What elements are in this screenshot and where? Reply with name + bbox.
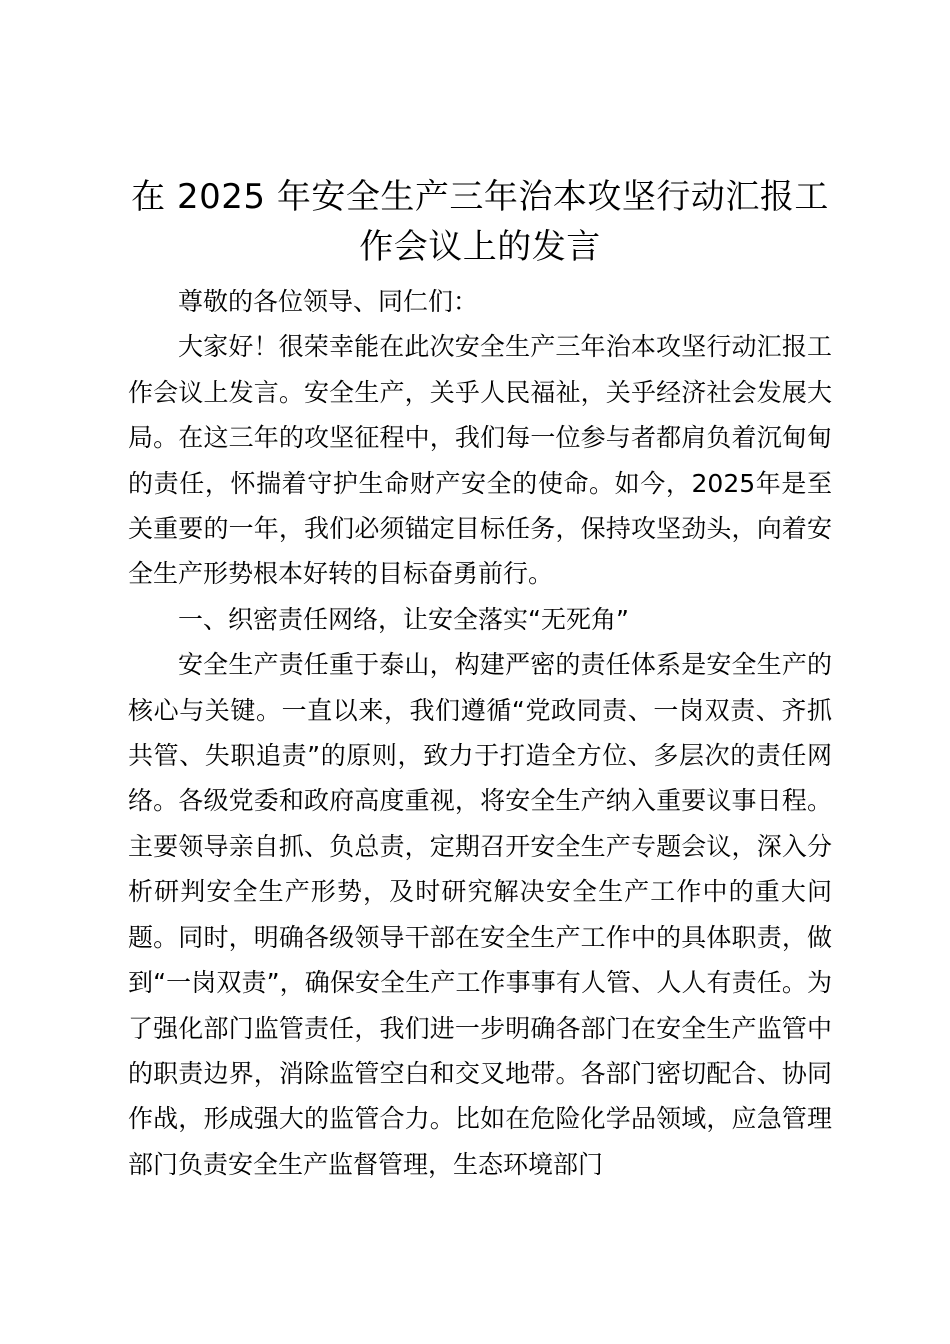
salutation-paragraph: 尊敬的各位领导、同仁们： bbox=[178, 287, 479, 316]
section-heading: 一、织密责任网络，让安全落实“无死角” bbox=[178, 604, 629, 634]
section-paragraph: 安全生产责任重于泰山，构建严密的责任体系是安全生产的核心与关键。一直以来，我们遵循“党政同责、一岗双责、齐抓共管、失职追责”的原则，致力于打造全方位、多层次的责任网络。各级党委和政府高度重视，将安全生产纳入重要议事日程。主要领导亲自抓、负总责，定期召开安全生产专题会议，深入分析研判安全生产形势，及时研究解决安全生产工作中的重大问题。同时，明确各级领导干部在安全生产工作中的具体职责，做到“一岗双责”，确保安全生产工作事事有人管、人人有责任。为了强化部门监管责任，我们进一步明确各部门在安全生产监管中的职责边界，消除监管空白和交叉地带。各部门密切配合、协同作战，形成强大的监管合力。比如在危险化学品领域，应急管理部门负责安全生产监督管理，生态环境部门 bbox=[128, 650, 832, 1179]
opening-paragraph: 大家好！很荣幸能在此次安全生产三年治本攻坚行动汇报工作会议上发言。安全生产，关乎人民福祉，关乎经济社会发展大局。在这三年的攻坚征程中，我们每一位参与者都肩负着沉甸甸的责任，怀揣着守护生命财产安全的使命。如今，2025年是至关重要的一年，我们必须锚定目标任务，保持攻坚劲头，向着安全生产形势根本好转的目标奋勇前行。 bbox=[128, 332, 832, 589]
document-body bbox=[128, 279, 832, 1187]
document-title: 在 2025 年安全生产三年治本攻坚行动汇报工作会议上的发言 bbox=[131, 177, 829, 267]
